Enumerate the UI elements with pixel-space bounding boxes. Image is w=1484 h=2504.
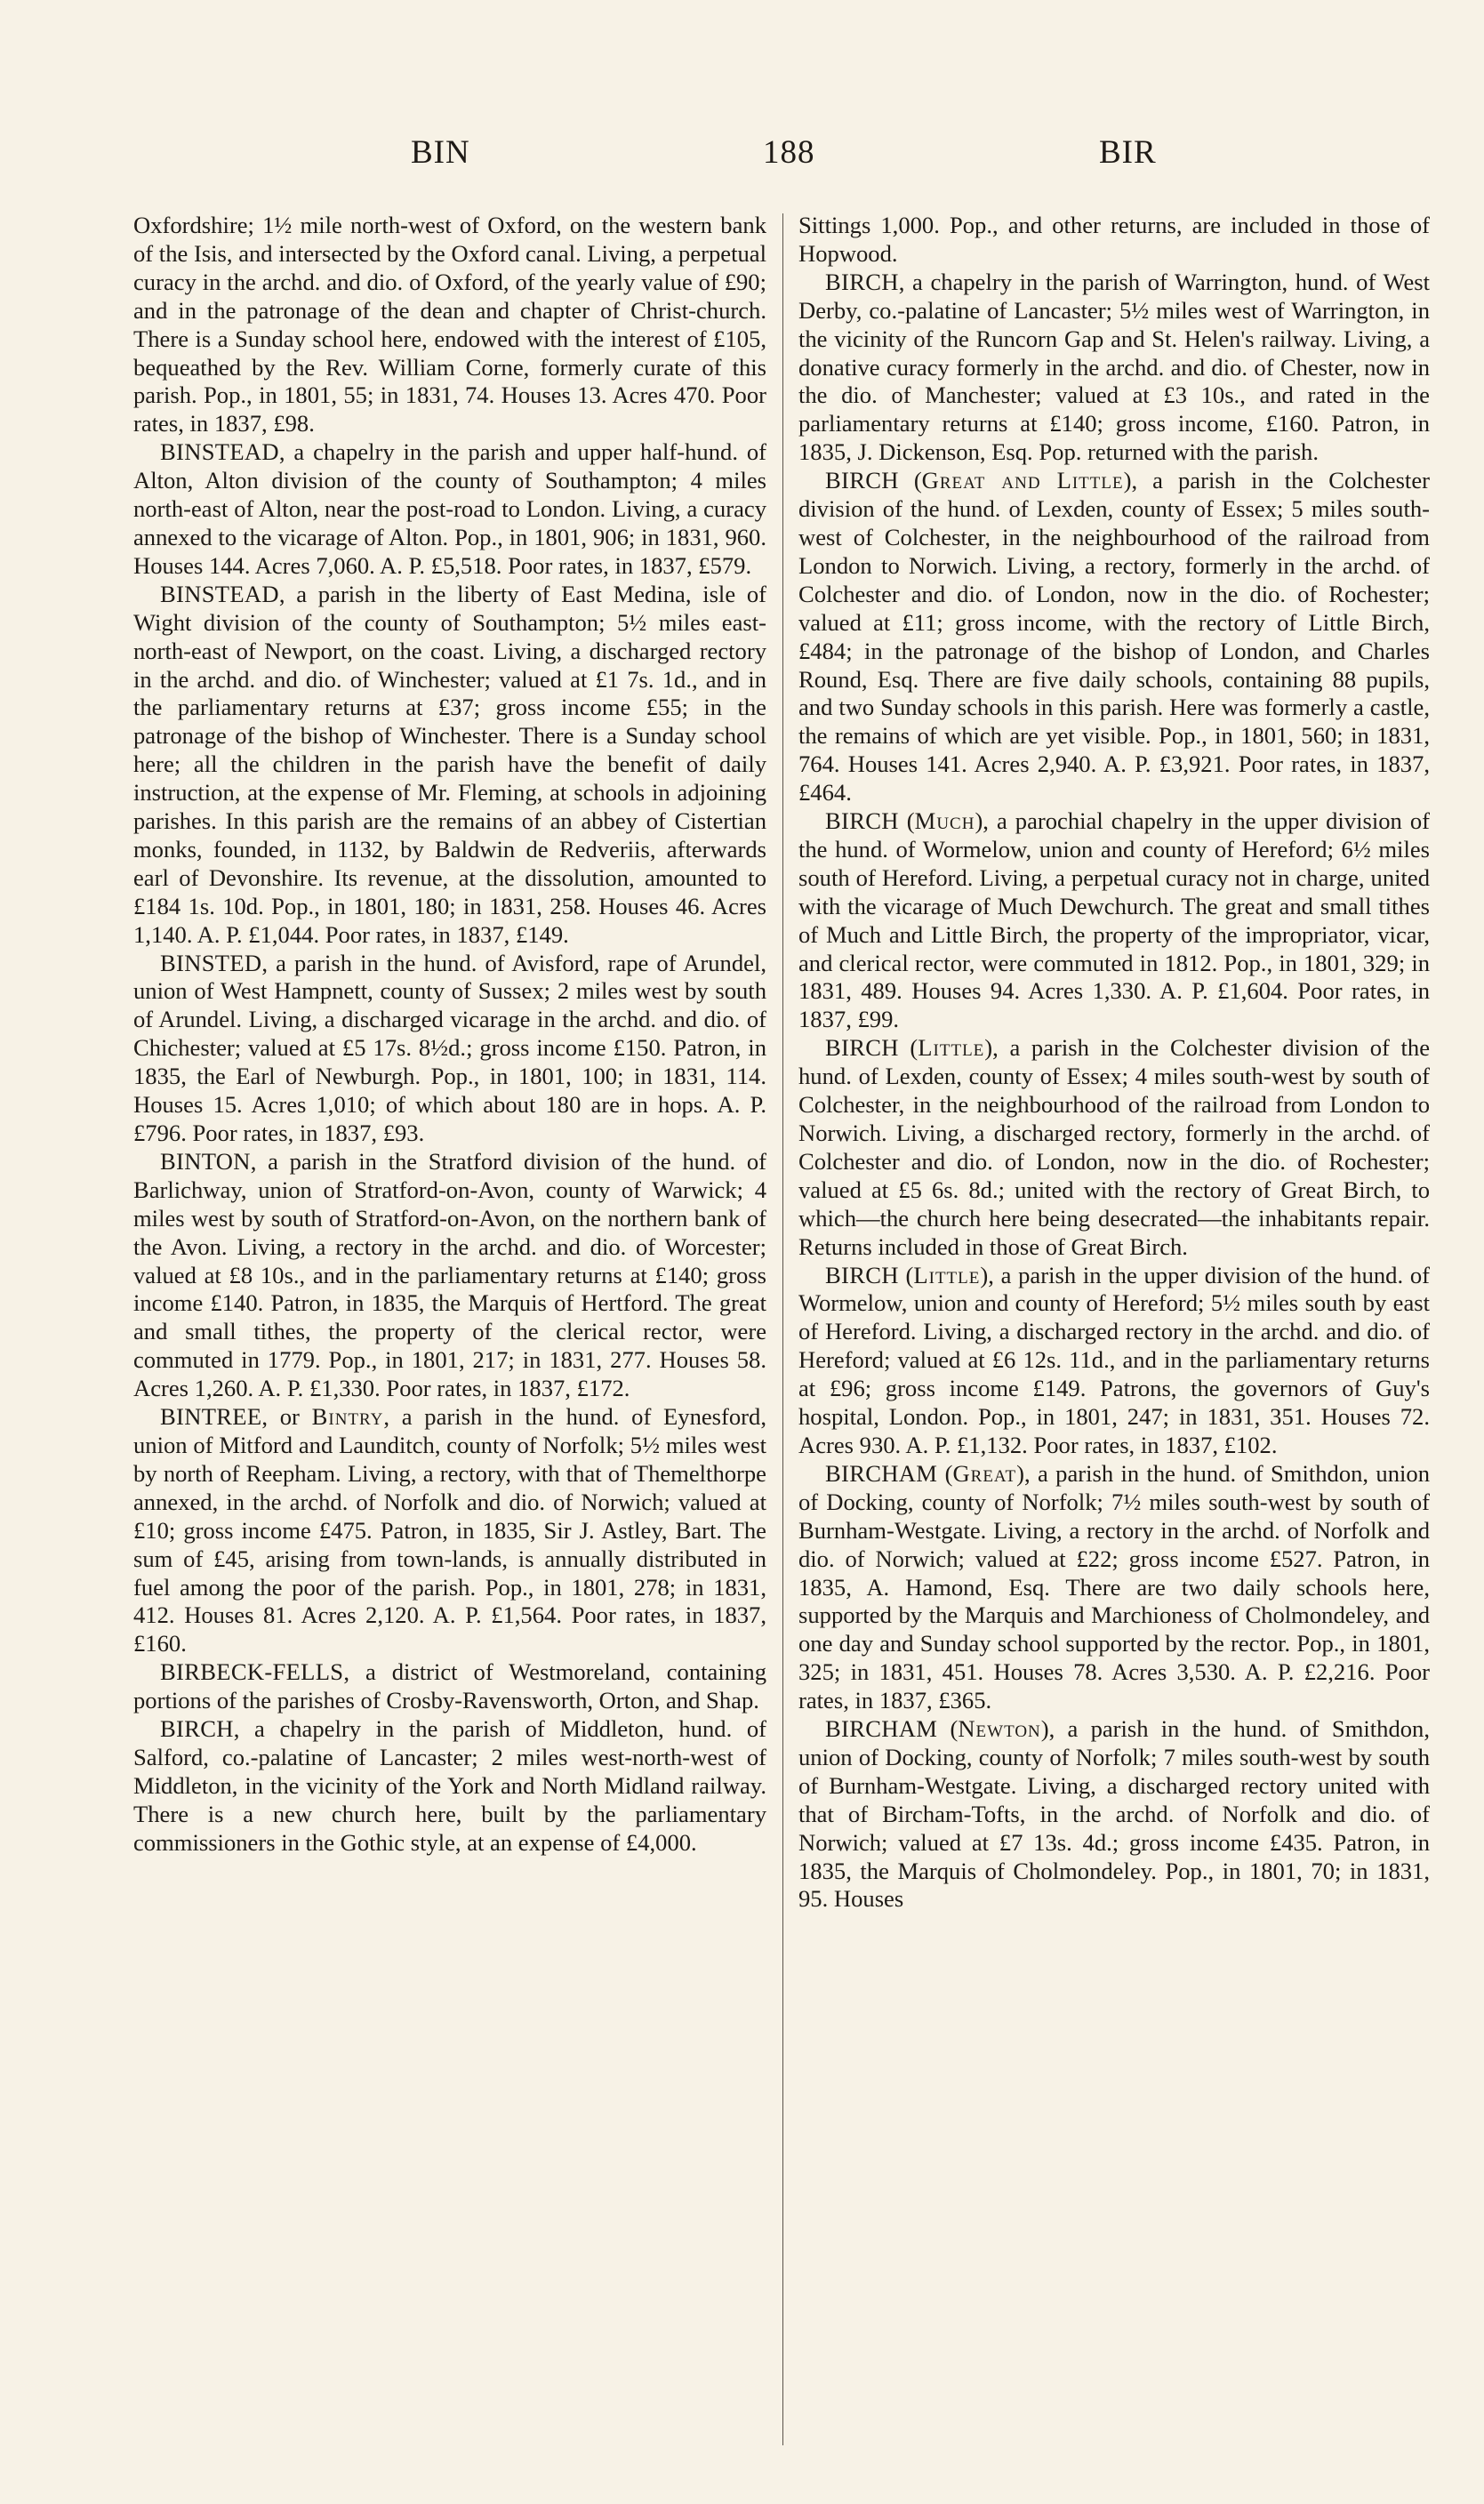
entry-text: , a parish in the hund. of Smithdon, union of Docking, county of Norfolk; 7 miles south-west by south of Burnham-Westgate. Living, a discharged rectory united with that of Bircham-Tofts, in the archd. of Norfolk and dio. of Norwich; valued at £7 13s. 4d.; gross income £435. Patron, in 1835, the Marquis of Cholmondeley. Pop., in 1801, 70; in 1831, 95. Houses	[798, 1715, 1430, 1913]
entry	[133, 581, 766, 950]
entry-headword: BINTON	[160, 1147, 251, 1175]
entry-qualifier: Great and Little	[921, 467, 1124, 494]
entry-headword: BIRCH	[825, 1034, 899, 1062]
entry-text: Sittings 1,000. Pop., and other returns, are included in those of Hopwood.	[798, 212, 1430, 267]
entry-headword: BIRCHAM	[825, 1715, 938, 1743]
entry-text: , a chapelry in the parish of Warrington, hund. of West Derby, co.-palatine of Lancaster; 5½ miles west of Warrington, in the vicinity of the Runcorn Gap and St. Helen's railway. Living, a donative curacy formerly in the archd. and dio. of Chester, now in the dio. of Manchester; valued at £3 10s., and rated in the parliamentary returns at £140; gross income, £160. Patron, in 1835, J. Dickenson, Esq. Pop. returned with the parish.	[798, 268, 1430, 466]
entry-qualifier: Much	[914, 807, 975, 835]
entry: BIRCH (Little), a parish in the Colchester division of the hund. of Lexden, county of Essex; 4 miles south-west by south of Colchester, in the neighbourhood of the railroad from London to Norwich. Living, a discharged rectory, formerly in the archd. of Colchester and dio. of London, now in the dio. of Rochester; valued at £5 6s. 8d.; united with the rectory of Great Birch, to which—the church here being desecrated—the inhabitants repair. Returns included in those of Great Birch.	[798, 1034, 1430, 1260]
entry-text: Oxfordshire; 1½ mile north-west of Oxford, on the western bank of the Isis, and intersected by the Oxford canal. Living, a perpetual curacy in the archd. and dio. of Oxford, of the yearly value of £90; and in the patronage of the dean and chapter of Christ-church. There is a Sunday school here, endowed with the interest of £105, bequeathed by the Rev. William Corne, formerly curate of this parish. Pop., in 1801, 55; in 1831, 74. Houses 13. Acres 470. Poor rates, in 1837, £98.	[133, 212, 766, 437]
entry-text: , a parochial chapelry in the upper division of the hund. of Wormelow, union and county of Hereford; 6½ miles south of Hereford. Living, a perpetual curacy not in charge, united with the vicarage of Much Dewchurch. The great and small tithes of Much and Little Birch, the property of the impropriator, vicar, and clerical rector, were commuted in 1812. Pop., in 1801, 329; in 1831, 489. Houses 94. Acres 1,330. A. P. £1,604. Poor rates, in 1837, £99.	[798, 807, 1430, 1033]
entry	[133, 212, 766, 438]
entry-text: , a chapelry in the parish of Middleton, hund. of Salford, co.-palatine of Lancaster; 2 miles west-north-west of Middleton, in the vicinity of the York and North Midland railway. There is a new church here, built by the parliamentary commissioners in the Gothic style, at an expense of £4,000.	[133, 1715, 766, 1856]
entry	[798, 212, 1430, 269]
entry-text: , a parish in the hund. of Eynesford, union of Mitford and Launditch, county of Norfolk; 5½ miles west by north of Reepham. Living, a rectory, with that of Themelthorpe annexed, in the archd. of Norfolk and dio. of Norwich; valued at £10; gross income £475. Patron, in 1835, Sir J. Astley, Bart. The sum of £45, arising from town-lands, is annually distributed in fuel among the poor of the parish. Pop., in 1801, 278; in 1831, 412. Houses 81. Acres 2,120. A. P. £1,564. Poor rates, in 1837, £160.	[133, 1403, 766, 1657]
entry	[133, 1658, 766, 1715]
entry-qualifier: Little	[918, 1034, 985, 1062]
entry-text: , a parish in the Colchester division of the hund. of Lexden, county of Essex; 5 miles south-west of Colchester, in the neighbourhood of the railroad from London to Norwich. Living, a rectory, formerly in the archd. of Colchester and dio. of London, now in the dio. of Rochester; valued at £11; gross income, with the rectory of Little Birch, £484; in the patronage of the bishop of London, and Charles Round, Esq. There are five daily schools, containing 88 pupils, and two Sunday schools in this parish. Here was formerly a castle, the remains of which are yet visible. Pop., in 1801, 560; in 1831, 764. Houses 141. Acres 2,940. A. P. £3,921. Poor rates, in 1837, £464.	[798, 467, 1430, 807]
right-column	[798, 212, 1430, 2449]
entry	[133, 1148, 766, 1403]
entry-headword: BINTREE	[160, 1403, 262, 1431]
entry	[133, 438, 766, 581]
header-left-guide-word: BIN	[411, 134, 470, 171]
page-number: 188	[763, 134, 815, 171]
left-column	[133, 212, 766, 2449]
entry-headword: BINSTEAD	[160, 580, 279, 607]
entry	[133, 1715, 766, 1858]
entry-headword: BIRBECK-FELLS	[160, 1658, 344, 1686]
entry-headword: BINSTEAD	[160, 438, 279, 466]
entry: BIRCH (Great and Little), a parish in the Colchester division of the hund. of Lexden, county of Essex; 5 miles south-west of Colchester, in the neighbourhood of the railroad from London to Norwich. Living, a rectory, formerly in the archd. of Colchester and dio. of London, now in the dio. of Rochester; valued at £11; gross income, with the rectory of Little Birch, £484; in the patronage of the bishop of London, and Charles Round, Esq. There are five daily schools, containing 88 pupils, and two Sunday schools in this parish. Here was formerly a castle, the remains of which are yet visible. Pop., in 1801, 560; in 1831, 764. Houses 141. Acres 2,940. A. P. £3,921. Poor rates, in 1837, £464.	[798, 467, 1430, 807]
header-right-guide-word: BIR	[1099, 134, 1157, 171]
entry-headword: BIRCHAM	[825, 1459, 938, 1487]
entry: BIRCHAM (Great), a parish in the hund. of Smithdon, union of Docking, county of Norfolk; 7½ miles south-west by south of Burnham-Westgate. Living, a rectory in the archd. of Norfolk and dio. of Norwich; valued at £22; gross income £527. Patron, in 1835, A. Hamond, Esq. There are two daily schools here, supported by the Marquis and Marchioness of Cholmondeley, and one day and Sunday school supported by the rector. Pop., in 1801, 325; in 1831, 451. Houses 78. Acres 3,530. A. P. £2,216. Poor rates, in 1837, £365.	[798, 1459, 1430, 1714]
entry: BIRCHAM (Newton), a parish in the hund. of Smithdon, union of Docking, county of Norfolk; 7 miles south-west by south of Burnham-Westgate. Living, a discharged rectory united with that of Bircham-Tofts, in the archd. of Norfolk and dio. of Norwich; valued at £7 13s. 4d.; gross income £435. Patron, in 1835, the Marquis of Cholmondeley. Pop., in 1801, 70; in 1831, 95. Houses	[798, 1715, 1430, 1913]
entry: BINTREE, or Bintry, a parish in the hund. of Eynesford, union of Mitford and Launditch, county of Norfolk; 5½ miles west by north of Reepham. Living, a rectory, with that of Themelthorpe annexed, in the archd. of Norfolk and dio. of Norwich; valued at £10; gross income £475. Patron, in 1835, Sir J. Astley, Bart. The sum of £45, arising from town-lands, is annually distributed in fuel among the poor of the parish. Pop., in 1801, 278; in 1831, 412. Houses 81. Acres 2,120. A. P. £1,564. Poor rates, in 1837, £160.	[133, 1403, 766, 1657]
entry-text: , a parish in the hund. of Smithdon, union of Docking, county of Norfolk; 7½ miles south-west by south of Burnham-Westgate. Living, a rectory in the archd. of Norfolk and dio. of Norwich; valued at £22; gross income £527. Patron, in 1835, A. Hamond, Esq. There are two daily schools here, supported by the Marquis and Marchioness of Cholmondeley, and one day and Sunday school supported by the rector. Pop., in 1801, 325; in 1831, 451. Houses 78. Acres 3,530. A. P. £2,216. Poor rates, in 1837, £365.	[798, 1459, 1430, 1714]
entry-qualifier: Newton	[958, 1715, 1041, 1743]
entry-qualifier: Little	[913, 1261, 981, 1288]
entry-headword: BIRCH	[160, 1715, 234, 1743]
entry-headword: BIRCH	[825, 1261, 899, 1288]
entry-text: , a parish in the hund. of Avisford, rape of Arundel, union of West Hampnett, county of Sussex; 2 miles west by south of Arundel. Living, a discharged vicarage in the archd. and dio. of Chichester; valued at £5 17s. 8½d.; gross income £150. Patron, in 1835, the Earl of Newburgh. Pop., in 1801, 100; in 1831, 114. Houses 15. Acres 1,010; of which about 180 are in hops. A. P. £796. Poor rates, in 1837, £93.	[133, 949, 766, 1146]
entry: BIRCH (Little), a parish in the upper division of the hund. of Wormelow, union and county of Hereford; 5½ miles south by east of Hereford. Living, a discharged rectory in the archd. and dio. of Hereford; valued at £6 12s. 11d., and in the parliamentary returns at £96; gross income £149. Patrons, the governors of Guy's hospital, London. Pop., in 1801, 247; in 1831, 351. Houses 72. Acres 930. A. P. £1,132. Poor rates, in 1837, £102.	[798, 1261, 1430, 1458]
entry	[798, 269, 1430, 467]
entry-text: , a parish in the upper division of the hund. of Wormelow, union and county of Hereford; 5½ miles south by east of Hereford. Living, a discharged rectory in the archd. and dio. of Hereford; valued at £6 12s. 11d., and in the parliamentary returns at £96; gross income £149. Patrons, the governors of Guy's hospital, London. Pop., in 1801, 247; in 1831, 351. Houses 72. Acres 930. A. P. £1,132. Poor rates, in 1837, £102.	[798, 1261, 1430, 1458]
entry-text: , a district of Westmoreland, containing portions of the parishes of Crosby-Ravensworth, Orton, and Shap.	[133, 1658, 766, 1714]
entry-headword: BIRCH	[825, 807, 899, 835]
entry-headword: BINSTED	[160, 949, 262, 976]
entry-alt-name: Bintry	[311, 1403, 384, 1431]
entry-text: , a parish in the Colchester division of the hund. of Lexden, county of Essex; 4 miles south-west by south of Colchester, in the neighbourhood of the railroad from London to Norwich. Living, a discharged rectory, formerly in the archd. of Colchester and dio. of London, now in the dio. of Rochester; valued at £5 6s. 8d.; united with the rectory of Great Birch, to which—the church here being desecrated—the inhabitants repair. Returns included in those of Great Birch.	[798, 1034, 1430, 1260]
running-header	[0, 133, 1484, 187]
entry-text: , a parish in the liberty of East Medina, isle of Wight division of the county of Southampton; 5½ miles east-north-east of Newport, on the coast. Living, a discharged rectory in the archd. and dio. of Winchester; valued at £1 7s. 1d., and in the parliamentary returns at £37; gross income £55; in the patronage of the bishop of Winchester. There is a Sunday school here; all the children in the parish have the benefit of daily instruction, at the expense of Mr. Fleming, at schools in adjoining parishes. In this parish are the remains of an abbey of Cistertian monks, founded, in 1132, by Baldwin de Redveriis, afterwards earl of Devonshire. Its revenue, at the dissolution, amounted to £184 1s. 10d. Pop., in 1801, 180; in 1831, 258. Houses 46. Acres 1,140. A. P. £1,044. Poor rates, in 1837, £149.	[133, 580, 766, 948]
entry-qualifier: Great	[952, 1459, 1017, 1487]
entry-text: , a chapelry in the parish and upper half-hund. of Alton, Alton division of the county of Southampton; 4 miles north-east of Alton, near the post-road to London. Living, a curacy annexed to the vicarage of Alton. Pop., in 1801, 906; in 1831, 960. Houses 144. Acres 7,060. A. P. £5,518. Poor rates, in 1837, £579.	[133, 438, 766, 579]
entry-text: , a parish in the Stratford division of the hund. of Barlichway, union of Stratford-on-Avon, county of Warwick; 4 miles west by south of Stratford-on-Avon, on the northern bank of the Avon. Living, a rectory in the archd. and dio. of Worcester; valued at £8 10s., and in the parliamentary returns at £140; gross income £140. Patron, in 1835, the Marquis of Hertford. The great and small tithes, the property of the clerical rector, were commuted in 1779. Pop., in 1801, 217; in 1831, 277. Houses 58. Acres 1,260. A. P. £1,330. Poor rates, in 1837, £172.	[133, 1147, 766, 1402]
column-divider	[782, 213, 783, 2445]
entry	[133, 950, 766, 1148]
entry-headword: BIRCH	[825, 467, 899, 494]
entry-headword: BIRCH	[825, 268, 899, 295]
entry: BIRCH (Much), a parochial chapelry in the upper division of the hund. of Wormelow, union and county of Hereford; 6½ miles south of Hereford. Living, a perpetual curacy not in charge, united with the vicarage of Much Dewchurch. The great and small tithes of Much and Little Birch, the property of the impropriator, vicar, and clerical rector, were commuted in 1812. Pop., in 1801, 329; in 1831, 489. Houses 94. Acres 1,330. A. P. £1,604. Poor rates, in 1837, £99.	[798, 807, 1430, 1033]
